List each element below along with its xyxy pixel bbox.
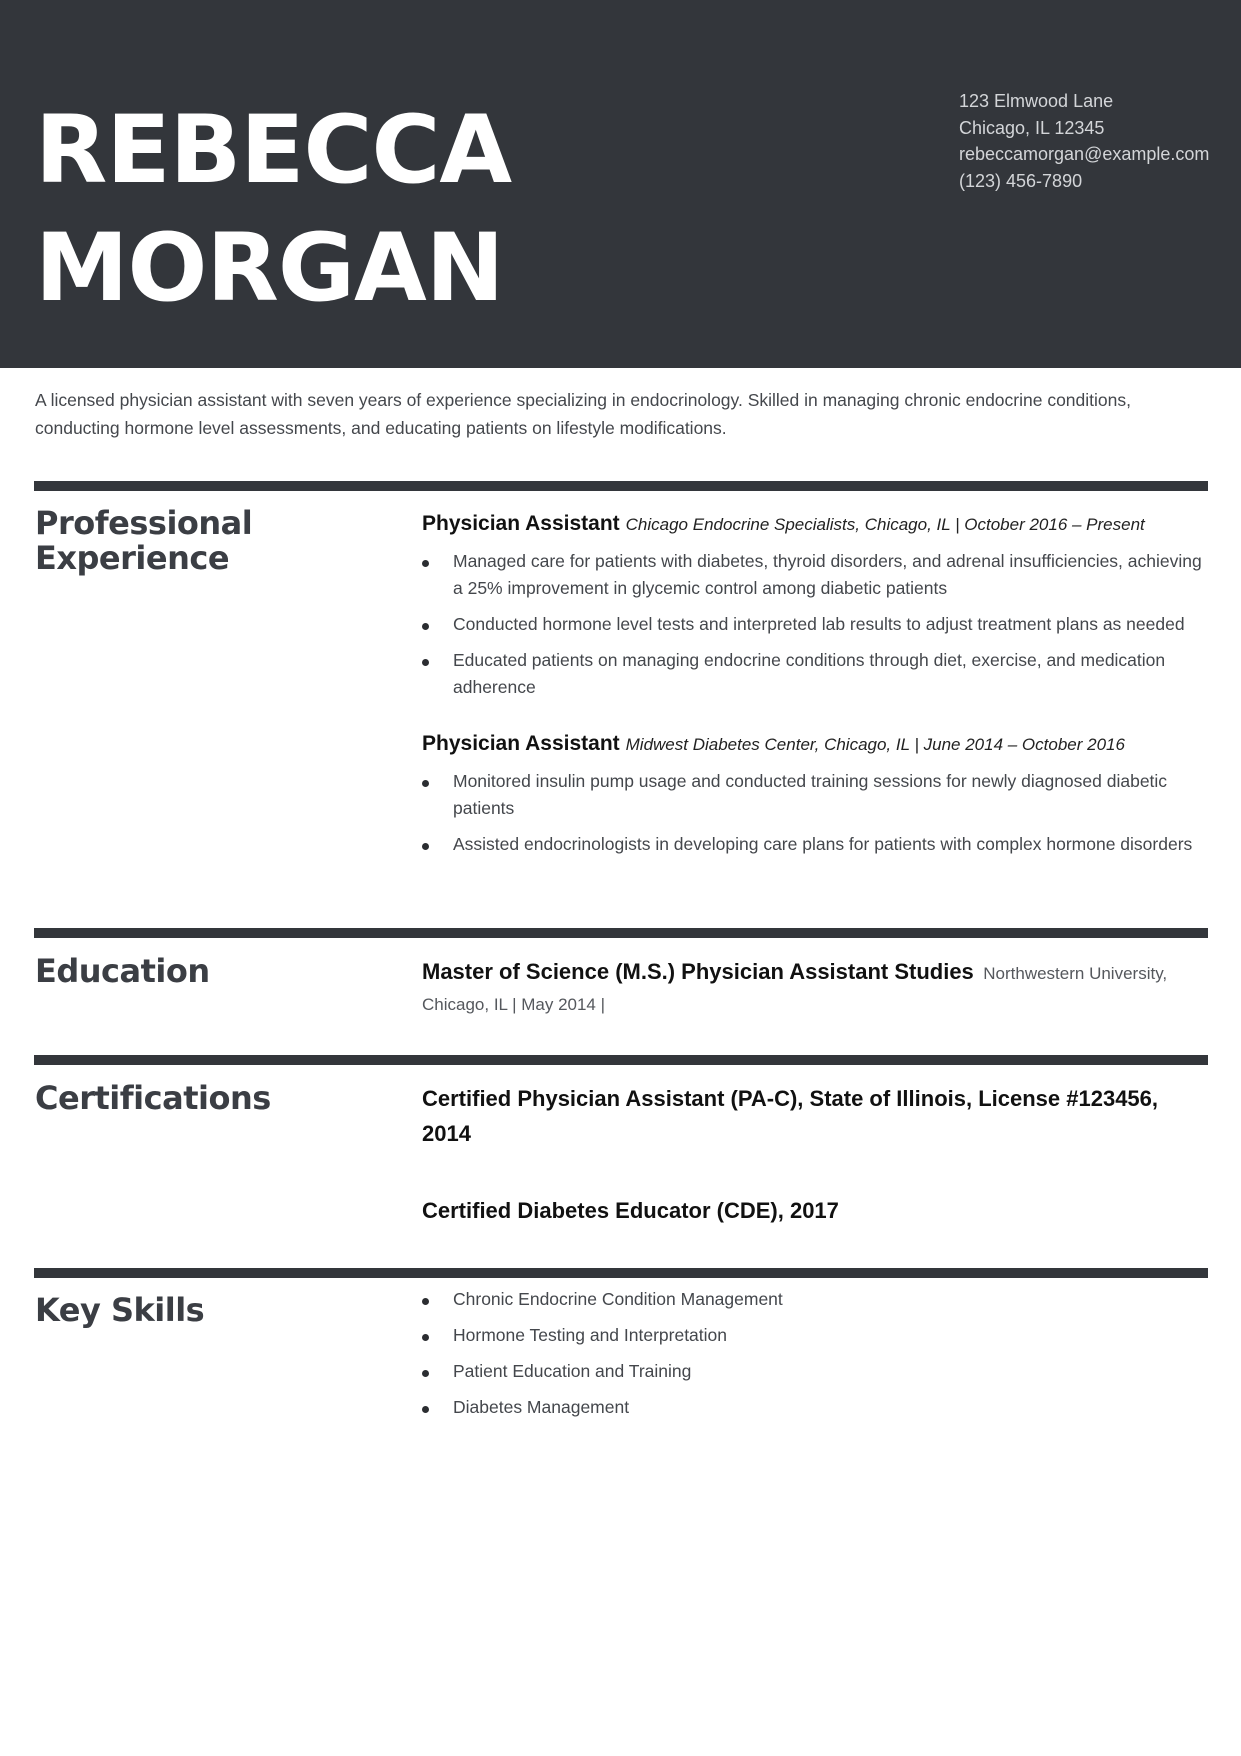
job-entry [422, 510, 1212, 701]
degree-title: Master of Science (M.S.) Physician Assistant Studies [422, 959, 974, 984]
certifications-list [422, 1081, 1212, 1228]
contact-email[interactable]: rebeccamorgan@example.com [959, 144, 1210, 164]
experience-list [422, 510, 1212, 858]
section-title-experience: Professional Experience [35, 504, 253, 577]
job-bullets [422, 548, 1212, 701]
professional-summary: A licensed physician assistant with seven years of experience specializing in endocrinology. Skilled in managing chronic endocrine conditions, conducting hormone level assessments, and educating patients on lifestyle modifications. [35, 390, 1131, 438]
section-title-skills: Key Skills [35, 1291, 205, 1329]
certification-item: Certified Diabetes Educator (CDE), 2017 [422, 1198, 839, 1223]
job-meta: Midwest Diabetes Center, Chicago, IL | June 2014 – October 2016 [625, 735, 1125, 754]
degree-details: Northwestern University, Chicago, IL | May 2014 | [422, 964, 1168, 1014]
job-title: Physician Assistant [422, 512, 620, 535]
list-item: Assisted endocrinologists in developing care plans for patients with complex hormone disorders [422, 831, 1212, 858]
job-header [422, 510, 1212, 539]
contact-phone: (123) 456-7890 [959, 170, 1083, 191]
section-divider [34, 928, 1208, 938]
skills-bullets [422, 1286, 1212, 1421]
candidate-name [35, 92, 511, 328]
list-item: Patient Education and Training [422, 1358, 1212, 1385]
job-meta: Chicago Endocrine Specialists, Chicago, IL | October 2016 – Present [625, 515, 1145, 534]
education-text [422, 956, 1212, 1020]
list-item: Hormone Testing and Interpretation [422, 1322, 1212, 1349]
list-item: Educated patients on managing endocrine conditions through diet, exercise, and medication adherence [422, 647, 1212, 701]
section-title-certifications: Certifications [35, 1079, 271, 1117]
list-item: Chronic Endocrine Condition Management [422, 1286, 1212, 1313]
contact-block [959, 88, 1209, 194]
list-item: Conducted hormone level tests and interpreted lab results to adjust treatment plans as needed [422, 611, 1212, 638]
section-title-education: Education [35, 952, 210, 990]
list-item: Managed care for patients with diabetes, thyroid disorders, and adrenal insufficiencies, achieving a 25% improvement in glycemic control among diabetic patients [422, 548, 1212, 602]
section-divider [34, 481, 1208, 491]
skills-list [422, 1286, 1212, 1421]
section-divider [34, 1055, 1208, 1065]
contact-street: 123 Elmwood Lane [959, 91, 1114, 111]
first-name: REBECCA [35, 96, 512, 205]
list-item: Monitored insulin pump usage and conducted training sessions for newly diagnosed diabetic patients [422, 768, 1212, 822]
contact-city: Chicago, IL 12345 [959, 117, 1105, 138]
last-name: MORGAN [35, 214, 504, 323]
section-divider [34, 1268, 1208, 1278]
certification-item: Certified Physician Assistant (PA-C), State of Illinois, License #123456, 2014 [422, 1086, 1159, 1146]
job-bullets [422, 768, 1212, 858]
job-header [422, 730, 1212, 759]
education-entry [422, 956, 1212, 1020]
job-entry [422, 730, 1212, 858]
job-title: Physician Assistant [422, 732, 620, 755]
list-item: Diabetes Management [422, 1394, 1212, 1421]
resume-header [0, 0, 1241, 368]
